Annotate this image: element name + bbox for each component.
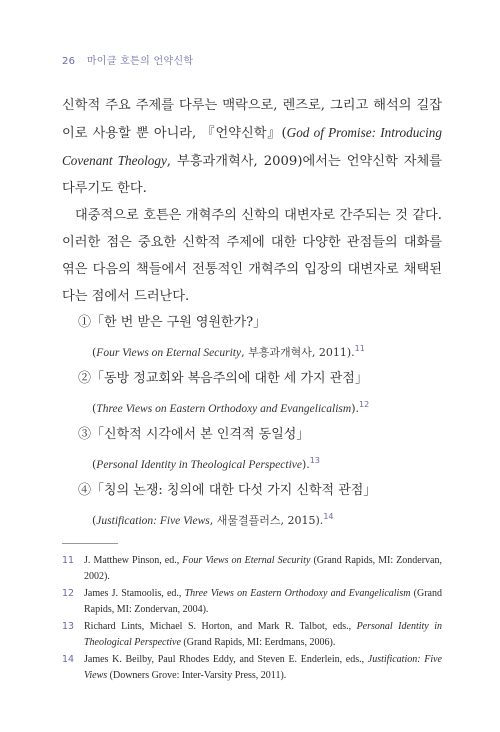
book-korean-title: 「동방 정교회와 복음주의에 대한 세 가지 관점」	[91, 371, 368, 386]
book-title	[78, 478, 448, 504]
book-korean-title: 「한 번 받은 구원 영원한가?」	[91, 315, 267, 330]
paragraph-1-text-b: , 부흥과개혁사, 2009)에서는 언약신학 자체를 다루기도 한다.	[62, 154, 442, 196]
footnote-number: 13	[62, 621, 75, 632]
footnote-text	[84, 652, 442, 683]
footnote-title: Four Views on Eternal Security	[182, 555, 311, 566]
list-marker: ④	[78, 483, 92, 498]
book-title	[78, 310, 448, 336]
book-english-title: Personal Identity in Theological Perspective	[96, 459, 302, 471]
footnote-publication: (Grand Rapids, MI: Zondervan, 2004).	[84, 588, 442, 615]
footnote-authors: Richard Lints, Michael S. Horton, and Mark R. Talbot, eds.,	[84, 621, 357, 632]
book-english-title: Four Views on Eternal Security	[96, 347, 242, 359]
body-text	[62, 92, 442, 310]
paragraph-1-text-a: 신학적 주요 주제를 다루는 맥락으로, 렌즈로, 그리고 해석의 길잡이로 사용할 뿐 아니라, 『언약신학』(	[62, 98, 442, 141]
footnote-authors: James J. Stamoolis, ed.,	[84, 588, 185, 599]
footnote-divider	[62, 543, 118, 544]
footnote-ref[interactable]: 13	[309, 456, 320, 465]
footnote-authors: James K. Beilby, Paul Rhodes Eddy, and Steven E. Enderlein, eds.,	[84, 654, 368, 665]
footnote-text	[84, 553, 442, 584]
book-entry	[78, 310, 448, 366]
book-english-title: Justification: Five Views	[96, 515, 210, 527]
footnote-publication: (Downers Grove: Inter-Varsity Press, 2011).	[107, 669, 287, 681]
book-publisher: , 새물결플러스, 2015).	[209, 514, 324, 527]
book-publisher: , 부흥과개혁사, 2011).	[241, 346, 355, 359]
book-entry	[78, 366, 448, 422]
book-details: (Justification: Five Views, 새물결플러스, 2015).$^{14}$	[92, 512, 334, 527]
footnote-number: 12	[62, 588, 75, 599]
book-publisher: ).	[301, 458, 310, 471]
footnote	[62, 619, 442, 650]
book-publisher: ).	[351, 402, 359, 415]
book-list	[78, 310, 448, 534]
footnote	[62, 553, 442, 584]
book-korean-title: 「신학적 시각에서 본 인격적 동일성」	[91, 427, 310, 442]
book-entry	[78, 478, 448, 534]
footnote	[62, 652, 442, 683]
footnote	[62, 586, 442, 617]
footnote-ref[interactable]: 14	[323, 512, 334, 521]
running-header	[62, 52, 193, 67]
footnote-ref[interactable]: 11	[354, 344, 365, 353]
footnote-number: 14	[62, 654, 75, 665]
footnotes	[62, 553, 442, 685]
book-entry	[78, 422, 448, 478]
footnote-title: Justification: Five Views	[84, 654, 442, 681]
book-details: (Three Views on Eastern Orthodoxy and Evangelicalism).$^{12}$	[92, 400, 370, 415]
book-english-title: Three Views on Eastern Orthodoxy and Evangelicalism	[96, 403, 352, 415]
list-marker: ③	[78, 427, 92, 442]
paragraph-1-book-title: God of Promise: Introducing Covenant Theology	[62, 125, 442, 168]
footnote-publication: (Grand Rapids, MI: Zondervan, 2002).	[84, 555, 442, 582]
footnote-text	[84, 586, 442, 617]
footnote-publication: (Grand Rapids, MI: Eerdmans, 2006).	[180, 636, 336, 648]
list-marker: ②	[78, 371, 92, 386]
footnote-title: Three Views on Eastern Orthodoxy and Evangelicalism	[184, 588, 411, 599]
paragraph-2: 대중적으로 호튼은 개혁주의 신학의 대변자로 간주되는 것 같다. 이러한 점은 중요한 신학적 주제에 대한 다양한 관점들의 대화를 엮은 다음의 책들에서 전통적인 개혁주의 입장의 대변자로 채택된다는 점에서 드러난다.	[62, 208, 442, 304]
footnote-authors: J. Matthew Pinson, ed.,	[84, 555, 183, 566]
footnote-ref[interactable]: 12	[358, 400, 370, 409]
list-marker: ①	[78, 315, 92, 330]
running-title: 마이클 호튼의 언약신학	[86, 56, 194, 67]
page-number: 26	[62, 56, 76, 67]
book-title	[78, 366, 448, 392]
book-details: (Four Views on Eternal Security, 부흥과개혁사, 2011).$^{11}$	[92, 344, 365, 359]
book-title	[78, 422, 448, 448]
footnote-text	[84, 619, 442, 650]
footnote-number: 11	[62, 555, 75, 566]
footnote-title: Personal Identity in Theological Perspective	[84, 621, 442, 648]
paragraph-1	[62, 92, 442, 202]
book-details: (Personal Identity in Theological Perspective).$^{13}$	[92, 456, 320, 471]
book-korean-title: 「칭의 논쟁: 칭의에 대한 다섯 가지 신학적 관점」	[91, 483, 377, 498]
